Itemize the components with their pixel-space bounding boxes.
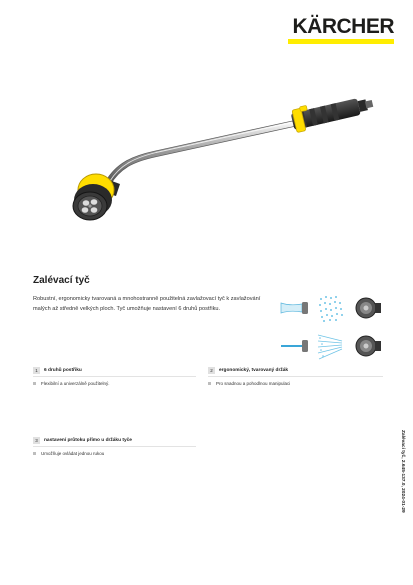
brand-logo [288,16,394,37]
spray-pattern-fan-icon [316,331,346,361]
spray-pattern-jet-icon [280,331,310,361]
feature-number: 1 [33,367,40,374]
divider [33,446,196,447]
vertical-footer [398,430,406,580]
product-description: Robustní, ergonomicky tvarovaná a mnohostranně použitelná zavlažovací tyč k zavlažování malých až středně velkých ploch. Tyč umožňuje nastavení 6 druhů postřiku. [33,296,261,312]
feature-number: 2 [208,367,215,374]
spray-pattern-gallery [280,293,383,361]
spray-pattern-shower-icon [316,293,346,323]
feature-heading [33,366,82,375]
feature-bullet [208,381,290,386]
feature-number: 3 [33,437,40,444]
spray-pattern-cone-icon [280,293,310,323]
product-title: Zalévací tyč [33,275,90,286]
divider [208,376,383,377]
feature-bullet-text: Pro snadnou a pohodlnou manipulaci [216,381,291,386]
feature-bullet-text: Umožňuje ovládat jednou rukou [41,451,105,456]
feature-heading [33,436,132,445]
bullet-square-icon [208,382,211,385]
vertical-footer-text: Zalévací tyč, 2.645-137.0, 2024-01-29 [400,430,405,513]
brand-logo-text: KÄRCHER [292,15,394,38]
feature-heading [208,366,288,375]
divider [33,376,196,377]
product-image [30,80,380,250]
feature-title: nastavení průtoku přímo u držáku tyče [44,438,132,443]
feature-bullet [33,451,104,456]
feature-title: ergonomický, tvarovaný držák [219,368,289,373]
feature-bullet-text: Flexibilní a univerzálně použitelný. [41,381,110,386]
nozzle-head-icon [352,293,382,323]
nozzle-head-icon [352,331,382,361]
bullet-square-icon [33,452,36,455]
bullet-square-icon [33,382,36,385]
feature-bullet [33,381,110,386]
feature-title: 6 druhů postřiku [44,368,82,373]
brand-logo-bar [288,39,394,44]
